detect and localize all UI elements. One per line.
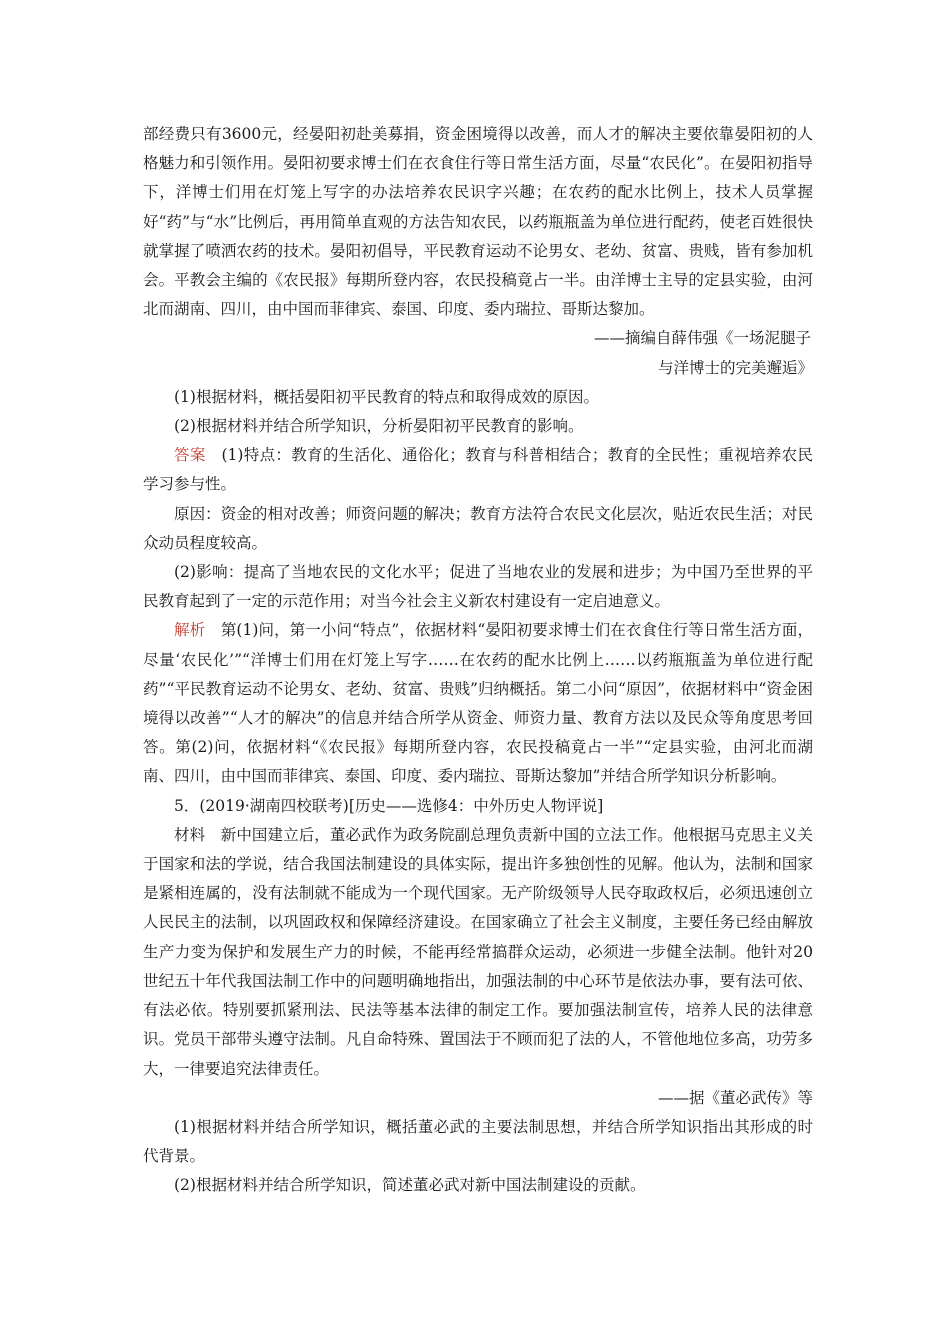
page-content — [143, 120, 813, 1201]
analysis-text: 第(1)问，第一小问“特点”，依据材料“晏阳初要求博士们在衣食住行等日常生活方面，尽量‘农民化’”“洋博士们用在灯笼上写字……在农药的配水比例上……以药瓶瓶盖为单位进行配药”“平民教育运动不论男女、老幼、贫富、贵贱”归纳概括。第二小问“原因”，依据材料中“资金困境得以改善”“人才的解决”的信息并结合所学从资金、师资力量、教育方法以及民众等角度思考回答。第(2)问，依据材料“《农民报》每期所登内容，农民投稿竟占一半”“定县实验，由河北而湖南、四川，由中国而菲律宾、泰国、印度、委内瑞拉、哥斯达黎加”并结合所学知识分析影响。 — [143, 621, 813, 786]
q4-source-line2: 与洋博士的完美邂逅》 — [657, 358, 813, 377]
q5-header: 5．(2019·湖南四校联考)[历史——选修4：中外历史人物评说] — [174, 796, 604, 815]
q4-source-line1: ——摘编自薛伟强《一场泥腿子 — [593, 329, 811, 348]
q4-answer-part1 — [143, 441, 813, 499]
q4-answer-reason: 原因：资金的相对改善；师资问题的解决；教育方法符合农民文化层次，贴近农民生活；对民众动员程度较高。 — [143, 504, 813, 552]
q4-question1: (1)根据材料，概括晏阳初平民教育的特点和取得成效的原因。 — [174, 387, 599, 406]
q5-question1: (1)根据材料并结合所学知识，概括董必武的主要法制思想，并结合所学知识指出其形成的时代背景。 — [143, 1117, 813, 1166]
q5-source: ——据《董必武传》等 — [657, 1088, 813, 1107]
answer-part1-text: (1)特点：教育的生活化、通俗化；教育与科普相结合；教育的全民性；重视培养农民学习参与性。 — [143, 446, 813, 494]
q5-material-text: 材料 新中国建立后，董必武作为政务院副总理负责新中国的立法工作。他根据马克思主义关于国家和法的学说，结合我国法制建设的具体实际，提出许多独创性的见解。他认为，法制和国家是紧相连属的，没有法制就不能成为一个现代国家。无产阶级领导人民夺取政权后，必须迅速创立人民民主的法制，以巩固政权和保障经济建设。在国家确立了社会主义制度，主要任务已经由解放生产力变为保护和发展生产力的时候，不能再经常搞群众运动，必须进一步健全法制。他针对20世纪五十年代我国法制工作中的问题明确地指出，加强法制的中心环节是依法办事，要有法可依、有法必依。特别要抓紧刑法、民法等基本法律的制定工作。要加强法制宣传，培养人民的法律意识。党员干部带头遵守法制。凡自命特殊、置国法于不顾而犯了法的人，不管他地位多高，功劳多大，一律要追究法律责任。 — [143, 825, 813, 1078]
answer-label: 答案 — [174, 446, 206, 465]
q4-answer-part2: (2)影响：提高了当地农民的文化水平；促进了当地农业的发展和进步；为中国乃至世界的平民教育起到了一定的示范作用；对当今社会主义新农村建设有一定启迪意义。 — [143, 563, 813, 611]
q5-question2: (2)根据材料并结合所学知识，简述董必武对新中国法制建设的贡献。 — [174, 1176, 646, 1195]
q4-material-text: 部经费只有3600元，经晏阳初赴美募捐，资金困境得以改善，而人才的解决主要依靠晏阳初的人格魅力和引领作用。晏阳初要求博士们在衣食住行等日常生活方面，尽量“农民化”。在晏阳初指导下，洋博士们用在灯笼上写字的办法培养农民识字兴趣；在农药的配水比例上，技术人员掌握好“药”与“水”比例后，再用简单直观的方法告知农民，以药瓶瓶盖为单位进行配药，使老百姓很快就掌握了喷洒农药的技术。晏阳初倡导，平民教育运动不论男女、老幼、贫富、贵贱，皆有参加机会。平教会主编的《农民报》每期所登内容，农民投稿竟占一半。由洋博士主导的定县实验，由河北而湖南、四川，由中国而菲律宾、泰国、印度、委内瑞拉、哥斯达黎加。 — [143, 125, 813, 319]
q4-analysis — [143, 616, 813, 791]
analysis-label: 解析 — [174, 621, 206, 640]
q4-question2: (2)根据材料并结合所学知识，分析晏阳初平民教育的影响。 — [174, 417, 584, 436]
